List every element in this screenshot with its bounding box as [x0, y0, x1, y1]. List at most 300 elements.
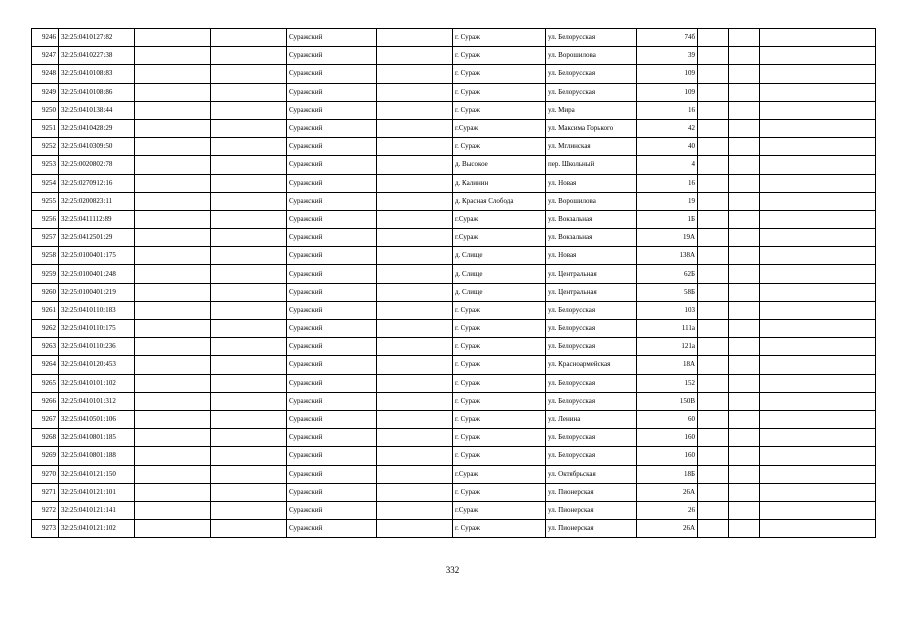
empty-cell	[760, 210, 876, 228]
cadastral-number-cell: 32:25:0410428:29	[59, 119, 135, 137]
empty-cell	[377, 465, 453, 483]
empty-cell	[698, 47, 729, 65]
row-number-cell: 9249	[32, 83, 59, 101]
cadastral-number-cell: 32:25:0100401:219	[59, 283, 135, 301]
district-cell: Суражский	[287, 119, 377, 137]
table-row	[32, 338, 876, 356]
locality-cell: д. Слище	[453, 247, 546, 265]
empty-cell	[135, 429, 211, 447]
empty-cell	[135, 301, 211, 319]
cadastral-number-cell: 32:25:0410121:102	[59, 520, 135, 538]
empty-cell	[698, 320, 729, 338]
locality-cell: д. Слище	[453, 283, 546, 301]
empty-cell	[760, 138, 876, 156]
street-cell: ул. Пионерская	[546, 483, 637, 501]
house-number-cell: 26А	[637, 520, 698, 538]
empty-cell	[211, 465, 287, 483]
empty-cell	[698, 465, 729, 483]
empty-cell	[760, 483, 876, 501]
street-cell: ул. Вокзальная	[546, 210, 637, 228]
empty-cell	[760, 374, 876, 392]
street-cell: ул. Максима Горького	[546, 119, 637, 137]
row-number-cell: 9256	[32, 210, 59, 228]
house-number-cell: 1Б	[637, 210, 698, 228]
street-cell: ул. Новая	[546, 174, 637, 192]
street-cell: ул. Новая	[546, 247, 637, 265]
locality-cell: д. Слище	[453, 265, 546, 283]
page-number: 332	[445, 565, 460, 575]
empty-cell	[211, 301, 287, 319]
house-number-cell: 40	[637, 138, 698, 156]
district-cell: Суражский	[287, 410, 377, 428]
locality-cell: г. Сураж	[453, 374, 546, 392]
locality-cell: г. Сураж	[453, 338, 546, 356]
house-number-cell: 42	[637, 119, 698, 137]
document-sheet	[31, 28, 875, 538]
empty-cell	[377, 520, 453, 538]
street-cell: ул. Белорусская	[546, 29, 637, 47]
empty-cell	[377, 374, 453, 392]
table-row	[32, 392, 876, 410]
empty-cell	[760, 410, 876, 428]
empty-cell	[698, 65, 729, 83]
table-row	[32, 265, 876, 283]
row-number-cell: 9254	[32, 174, 59, 192]
empty-cell	[211, 320, 287, 338]
table-row	[32, 247, 876, 265]
empty-cell	[698, 156, 729, 174]
street-cell: ул. Белорусская	[546, 429, 637, 447]
empty-cell	[698, 119, 729, 137]
street-cell: ул. Центральная	[546, 265, 637, 283]
locality-cell: г.Сураж	[453, 210, 546, 228]
cadastral-number-cell: 32:25:0410110:183	[59, 301, 135, 319]
table-row	[32, 210, 876, 228]
empty-cell	[135, 483, 211, 501]
empty-cell	[211, 47, 287, 65]
locality-cell: г. Сураж	[453, 83, 546, 101]
row-number-cell: 9247	[32, 47, 59, 65]
locality-cell: г.Сураж	[453, 229, 546, 247]
empty-cell	[760, 465, 876, 483]
table-row	[32, 119, 876, 137]
locality-cell: г. Сураж	[453, 520, 546, 538]
house-number-cell: 111а	[637, 320, 698, 338]
empty-cell	[377, 338, 453, 356]
empty-cell	[729, 65, 760, 83]
table-row	[32, 520, 876, 538]
empty-cell	[698, 283, 729, 301]
empty-cell	[377, 101, 453, 119]
row-number-cell: 9272	[32, 501, 59, 519]
table-row	[32, 320, 876, 338]
house-number-cell: 109	[637, 65, 698, 83]
district-cell: Суражский	[287, 138, 377, 156]
row-number-cell: 9273	[32, 520, 59, 538]
empty-cell	[729, 465, 760, 483]
empty-cell	[729, 483, 760, 501]
row-number-cell: 9258	[32, 247, 59, 265]
row-number-cell: 9259	[32, 265, 59, 283]
street-cell: ул. Белорусская	[546, 320, 637, 338]
table-row	[32, 83, 876, 101]
district-cell: Суражский	[287, 29, 377, 47]
empty-cell	[135, 119, 211, 137]
empty-cell	[211, 247, 287, 265]
empty-cell	[760, 65, 876, 83]
empty-cell	[729, 156, 760, 174]
house-number-cell: 26А	[637, 483, 698, 501]
locality-cell: г. Сураж	[453, 29, 546, 47]
empty-cell	[729, 374, 760, 392]
district-cell: Суражский	[287, 483, 377, 501]
district-cell: Суражский	[287, 47, 377, 65]
district-cell: Суражский	[287, 429, 377, 447]
empty-cell	[729, 447, 760, 465]
row-number-cell: 9255	[32, 192, 59, 210]
street-cell: ул. Белорусская	[546, 392, 637, 410]
district-cell: Суражский	[287, 338, 377, 356]
table-row	[32, 229, 876, 247]
street-cell: ул. Пионерская	[546, 520, 637, 538]
empty-cell	[211, 156, 287, 174]
table-row	[32, 429, 876, 447]
empty-cell	[698, 447, 729, 465]
house-number-cell: 150В	[637, 392, 698, 410]
empty-cell	[760, 192, 876, 210]
empty-cell	[211, 138, 287, 156]
house-number-cell: 160	[637, 429, 698, 447]
table-row	[32, 501, 876, 519]
empty-cell	[377, 483, 453, 501]
district-cell: Суражский	[287, 156, 377, 174]
empty-cell	[729, 392, 760, 410]
empty-cell	[377, 156, 453, 174]
table-row	[32, 447, 876, 465]
house-number-cell: 19А	[637, 229, 698, 247]
street-cell: ул. Ворошилова	[546, 47, 637, 65]
empty-cell	[135, 501, 211, 519]
empty-cell	[729, 174, 760, 192]
row-number-cell: 9267	[32, 410, 59, 428]
house-number-cell: 58Б	[637, 283, 698, 301]
empty-cell	[760, 29, 876, 47]
empty-cell	[135, 229, 211, 247]
empty-cell	[698, 520, 729, 538]
empty-cell	[698, 374, 729, 392]
empty-cell	[135, 210, 211, 228]
empty-cell	[729, 283, 760, 301]
empty-cell	[211, 174, 287, 192]
empty-cell	[698, 356, 729, 374]
empty-cell	[760, 156, 876, 174]
empty-cell	[729, 138, 760, 156]
empty-cell	[211, 483, 287, 501]
empty-cell	[135, 374, 211, 392]
cadastral-number-cell: 32:25:0410121:141	[59, 501, 135, 519]
district-cell: Суражский	[287, 283, 377, 301]
empty-cell	[729, 410, 760, 428]
locality-cell: г. Сураж	[453, 138, 546, 156]
empty-cell	[377, 229, 453, 247]
locality-cell: г. Сураж	[453, 447, 546, 465]
row-number-cell: 9268	[32, 429, 59, 447]
empty-cell	[698, 265, 729, 283]
empty-cell	[377, 265, 453, 283]
street-cell: ул. Белорусская	[546, 83, 637, 101]
empty-cell	[760, 247, 876, 265]
district-cell: Суражский	[287, 174, 377, 192]
locality-cell: г.Сураж	[453, 501, 546, 519]
empty-cell	[377, 501, 453, 519]
empty-cell	[729, 338, 760, 356]
empty-cell	[760, 283, 876, 301]
street-cell: ул. Октябрьская	[546, 465, 637, 483]
house-number-cell: 60	[637, 410, 698, 428]
empty-cell	[729, 192, 760, 210]
locality-cell: д. Калинин	[453, 174, 546, 192]
row-number-cell: 9251	[32, 119, 59, 137]
street-cell: ул. Ворошилова	[546, 192, 637, 210]
empty-cell	[135, 47, 211, 65]
empty-cell	[377, 429, 453, 447]
house-number-cell: 16	[637, 101, 698, 119]
empty-cell	[211, 229, 287, 247]
row-number-cell: 9263	[32, 338, 59, 356]
street-cell: ул. Пионерская	[546, 501, 637, 519]
empty-cell	[698, 174, 729, 192]
cadastral-number-cell: 32:25:0410309:50	[59, 138, 135, 156]
house-number-cell: 121а	[637, 338, 698, 356]
locality-cell: д. Красная Слобода	[453, 192, 546, 210]
district-cell: Суражский	[287, 447, 377, 465]
empty-cell	[135, 65, 211, 83]
street-cell: ул. Вокзальная	[546, 229, 637, 247]
empty-cell	[760, 392, 876, 410]
cadastral-number-cell: 32:25:0411112:89	[59, 210, 135, 228]
cadastral-number-cell: 32:25:0020802:78	[59, 156, 135, 174]
district-cell: Суражский	[287, 247, 377, 265]
cadastral-number-cell: 32:25:0410501:106	[59, 410, 135, 428]
empty-cell	[760, 520, 876, 538]
row-number-cell: 9269	[32, 447, 59, 465]
empty-cell	[760, 229, 876, 247]
cadastral-number-cell: 32:25:0410101:102	[59, 374, 135, 392]
cadastral-number-cell: 32:25:0200823:11	[59, 192, 135, 210]
cadastral-number-cell: 32:25:0100401:248	[59, 265, 135, 283]
district-cell: Суражский	[287, 192, 377, 210]
district-cell: Суражский	[287, 265, 377, 283]
empty-cell	[377, 283, 453, 301]
empty-cell	[698, 301, 729, 319]
empty-cell	[729, 47, 760, 65]
empty-cell	[377, 65, 453, 83]
locality-cell: г. Сураж	[453, 483, 546, 501]
cadastral-number-cell: 32:25:0410801:188	[59, 447, 135, 465]
table-row	[32, 283, 876, 301]
locality-cell: д. Высокое	[453, 156, 546, 174]
table-row	[32, 465, 876, 483]
row-number-cell: 9270	[32, 465, 59, 483]
street-cell: ул. Красноармейская	[546, 356, 637, 374]
street-cell: ул. Белорусская	[546, 374, 637, 392]
empty-cell	[698, 83, 729, 101]
district-cell: Суражский	[287, 356, 377, 374]
empty-cell	[760, 338, 876, 356]
empty-cell	[377, 47, 453, 65]
street-cell: ул. Белорусская	[546, 65, 637, 83]
empty-cell	[760, 174, 876, 192]
locality-cell: г. Сураж	[453, 301, 546, 319]
house-number-cell: 160	[637, 447, 698, 465]
house-number-cell: 16	[637, 174, 698, 192]
cadastral-number-cell: 32:25:0410121:150	[59, 465, 135, 483]
table-row	[32, 174, 876, 192]
locality-cell: г. Сураж	[453, 65, 546, 83]
empty-cell	[698, 192, 729, 210]
cadastral-number-cell: 32:25:0410110:175	[59, 320, 135, 338]
empty-cell	[211, 119, 287, 137]
empty-cell	[729, 520, 760, 538]
empty-cell	[377, 174, 453, 192]
empty-cell	[135, 247, 211, 265]
locality-cell: г. Сураж	[453, 356, 546, 374]
locality-cell: г. Сураж	[453, 392, 546, 410]
table-row	[32, 156, 876, 174]
house-number-cell: 152	[637, 374, 698, 392]
empty-cell	[377, 210, 453, 228]
empty-cell	[135, 156, 211, 174]
empty-cell	[135, 320, 211, 338]
house-number-cell: 138А	[637, 247, 698, 265]
empty-cell	[760, 301, 876, 319]
cadastral-number-cell: 32:25:0410227:38	[59, 47, 135, 65]
locality-cell: г. Сураж	[453, 101, 546, 119]
empty-cell	[211, 392, 287, 410]
registry-table	[31, 28, 876, 538]
empty-cell	[211, 410, 287, 428]
empty-cell	[377, 192, 453, 210]
table-row	[32, 374, 876, 392]
row-number-cell: 9262	[32, 320, 59, 338]
table-row	[32, 138, 876, 156]
empty-cell	[698, 29, 729, 47]
empty-cell	[211, 29, 287, 47]
house-number-cell: 4	[637, 156, 698, 174]
empty-cell	[698, 229, 729, 247]
empty-cell	[377, 447, 453, 465]
row-number-cell: 9271	[32, 483, 59, 501]
empty-cell	[211, 520, 287, 538]
empty-cell	[135, 174, 211, 192]
locality-cell: г.Сураж	[453, 465, 546, 483]
empty-cell	[760, 356, 876, 374]
street-cell: ул. Белорусская	[546, 338, 637, 356]
street-cell: ул. Белорусская	[546, 301, 637, 319]
row-number-cell: 9260	[32, 283, 59, 301]
row-number-cell: 9264	[32, 356, 59, 374]
empty-cell	[729, 265, 760, 283]
empty-cell	[729, 301, 760, 319]
district-cell: Суражский	[287, 83, 377, 101]
row-number-cell: 9257	[32, 229, 59, 247]
empty-cell	[760, 501, 876, 519]
empty-cell	[760, 320, 876, 338]
locality-cell: г.Сураж	[453, 119, 546, 137]
empty-cell	[377, 410, 453, 428]
house-number-cell: 26	[637, 501, 698, 519]
empty-cell	[698, 210, 729, 228]
district-cell: Суражский	[287, 101, 377, 119]
empty-cell	[760, 265, 876, 283]
empty-cell	[729, 210, 760, 228]
house-number-cell: 18Б	[637, 465, 698, 483]
empty-cell	[135, 192, 211, 210]
row-number-cell: 9261	[32, 301, 59, 319]
district-cell: Суражский	[287, 374, 377, 392]
table-row	[32, 192, 876, 210]
locality-cell: г. Сураж	[453, 320, 546, 338]
empty-cell	[729, 229, 760, 247]
row-number-cell: 9266	[32, 392, 59, 410]
empty-cell	[211, 65, 287, 83]
district-cell: Суражский	[287, 392, 377, 410]
empty-cell	[377, 392, 453, 410]
cadastral-number-cell: 32:25:0410108:86	[59, 83, 135, 101]
row-number-cell: 9252	[32, 138, 59, 156]
table-row	[32, 29, 876, 47]
empty-cell	[211, 356, 287, 374]
empty-cell	[211, 447, 287, 465]
empty-cell	[135, 410, 211, 428]
empty-cell	[377, 119, 453, 137]
empty-cell	[211, 192, 287, 210]
empty-cell	[135, 265, 211, 283]
street-cell: ул. Ленина	[546, 410, 637, 428]
empty-cell	[729, 29, 760, 47]
cadastral-number-cell: 32:25:0410108:83	[59, 65, 135, 83]
row-number-cell: 9253	[32, 156, 59, 174]
empty-cell	[729, 119, 760, 137]
district-cell: Суражский	[287, 229, 377, 247]
empty-cell	[760, 47, 876, 65]
house-number-cell: 74б	[637, 29, 698, 47]
house-number-cell: 39	[637, 47, 698, 65]
cadastral-number-cell: 32:25:0410127:82	[59, 29, 135, 47]
empty-cell	[135, 283, 211, 301]
district-cell: Суражский	[287, 465, 377, 483]
empty-cell	[211, 429, 287, 447]
empty-cell	[135, 138, 211, 156]
empty-cell	[698, 338, 729, 356]
empty-cell	[698, 138, 729, 156]
street-cell: ул. Центральная	[546, 283, 637, 301]
cadastral-number-cell: 32:25:0270912:16	[59, 174, 135, 192]
empty-cell	[698, 392, 729, 410]
empty-cell	[211, 283, 287, 301]
empty-cell	[377, 320, 453, 338]
registry-table-body	[32, 29, 876, 538]
district-cell: Суражский	[287, 210, 377, 228]
empty-cell	[729, 429, 760, 447]
empty-cell	[377, 247, 453, 265]
empty-cell	[760, 447, 876, 465]
street-cell: ул. Белорусская	[546, 447, 637, 465]
district-cell: Суражский	[287, 320, 377, 338]
table-row	[32, 65, 876, 83]
cadastral-number-cell: 32:25:0410121:101	[59, 483, 135, 501]
empty-cell	[211, 374, 287, 392]
